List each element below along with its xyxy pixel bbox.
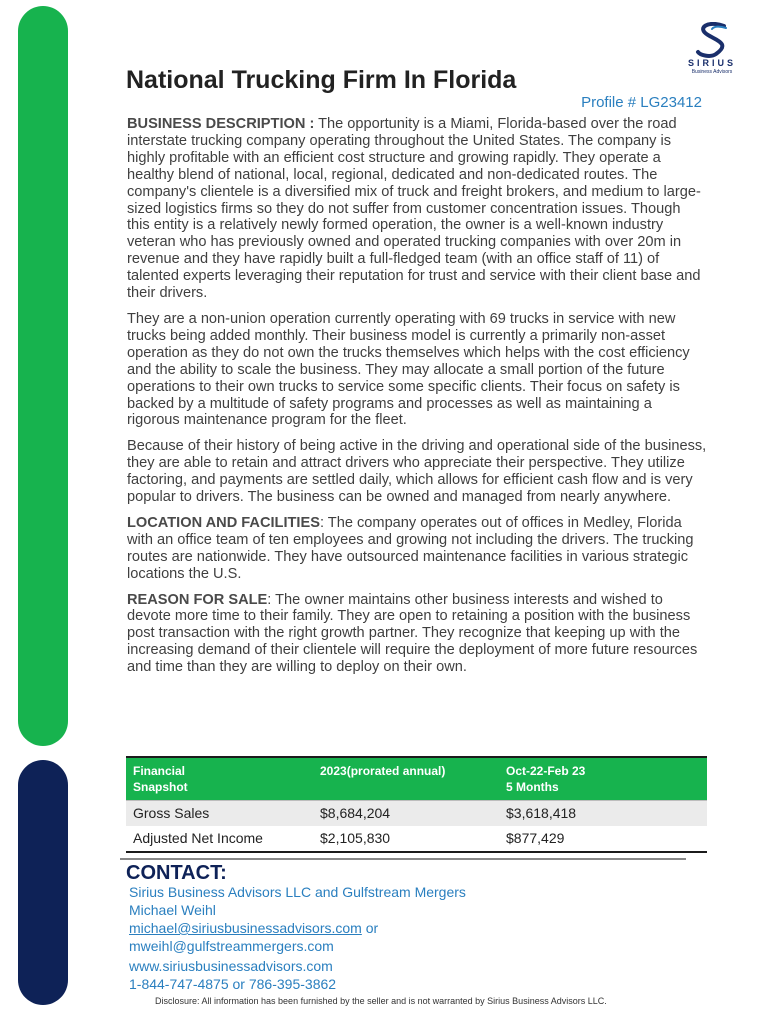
- email-link-sirius[interactable]: michael@siriusbusinessadvisors.com: [129, 920, 362, 936]
- header-2023: 2023(prorated annual): [313, 757, 499, 801]
- or-text: or: [361, 920, 379, 936]
- header-oct-feb: Oct-22-Feb 23 5 Months: [499, 757, 707, 801]
- cell-value: $8,684,204: [313, 801, 499, 827]
- location-label: LOCATION AND FACILITIES: [127, 514, 320, 531]
- contact-heading: CONTACT:: [126, 862, 227, 884]
- cell-value: $877,429: [499, 826, 707, 852]
- location-paragraph: [127, 515, 707, 583]
- operations-paragraph: They are a non-union operation currently operating with 69 trucks in service with new trucks being added monthly. Their business model is currently a primarily non-asset operation as they do not own the trucks themselves which helps with the cost efficiency and the ability to scale the business. They may allocate a small portion of the future operations to their own trucks to service some specific clients. Their focus on safety is backed by a multitude of safety programs and processes as well as maintaining a rigorous maintenance program for the fleet.: [127, 310, 690, 429]
- website-link[interactable]: www.siriusbusinessadvisors.com: [129, 958, 333, 974]
- business-description-label: BUSINESS DESCRIPTION :: [127, 116, 315, 132]
- row-label: Gross Sales: [126, 801, 313, 827]
- contact-email-line: [129, 919, 689, 937]
- profile-number: Profile # LG23412: [581, 94, 702, 111]
- business-description-text: The opportunity is a Miami, Florida-based over the road interstate trucking company operating throughout the United States. The company is highly profitable with an efficient cost structure and growing rapidly. They operate a healthy blend of national, local, regional, dedicated and non-dedicated routes. The company's clientele is a diversified mix of truck and freight brokers, and medium to large-sized logistics firms so they do not suffer from customer concentration issues. Though this entity is a relatively newly formed operation, the owner is a well-known industry veteran who has previously owned and operated trucking companies with over 20m in revenue and they have rapidly built a full-fledged team (with an office staff of 11) of talented experts leveraging their reputation for trust and service with their client base and their drivers.: [127, 116, 701, 302]
- business-description-paragraph: [127, 116, 707, 302]
- table-header-row: [126, 757, 707, 801]
- contact-divider: [120, 858, 686, 860]
- table-row: [126, 801, 707, 827]
- contact-phones: 1-844-747-4875 or 786-395-3862: [129, 976, 337, 992]
- reason-paragraph: [127, 592, 707, 677]
- page-title: National Trucking Firm In Florida: [126, 66, 517, 94]
- disclosure: Disclosure: All information has been furnished by the seller and is not warranted by Sirius Business Advisors LLC.: [155, 996, 607, 1006]
- drivers-paragraph: Because of their history of being active in the driving and operational side of the business, they are able to retain and attract drivers who appreciate their perspective. They utilize factoring, and payments are settled daily, which allows for efficient cash flow and is very popular to drivers. The business can be owned and managed from nearly anywhere.: [127, 438, 707, 506]
- table-row: [126, 826, 707, 852]
- description-body: [127, 116, 707, 685]
- cell-value: $3,618,418: [499, 801, 707, 827]
- reason-label: REASON FOR SALE: [127, 591, 268, 608]
- financial-snapshot-table: [126, 756, 707, 853]
- cell-value: $2,105,830: [313, 826, 499, 852]
- sirius-logo: [672, 22, 752, 78]
- contact-block: [129, 883, 689, 993]
- navy-side-bar: [18, 760, 68, 1005]
- logo-name: SIRIUS: [687, 58, 736, 68]
- sirius-swoosh-icon: [672, 22, 752, 58]
- location-text: : The company operates out of offices in Medley, Florida with an office team of ten employees and growing not including the drivers. The trucking routes are nationwide. They have outsourced maintenance facilities in various strategic locations the U.S.: [127, 514, 694, 582]
- contact-person: Michael Weihl: [129, 902, 216, 918]
- reason-text: : The owner maintains other business interests and wished to devote more time to their family. They are open to retaining a position with the business post transaction with the right growth partner. They recognize that keeping up with the increasing demand of their clientele will require the deployment of more future resources and time than they are willing to deploy on their own.: [127, 591, 698, 676]
- row-label: Adjusted Net Income: [126, 826, 313, 852]
- email-link-gulfstream[interactable]: mweihl@gulfstreammergers.com: [129, 938, 334, 954]
- header-financial-snapshot: Financial Snapshot: [126, 757, 313, 801]
- logo-tagline: Business Advisors: [691, 69, 733, 75]
- contact-company: Sirius Business Advisors LLC and Gulfstream Mergers: [129, 884, 466, 900]
- green-side-bar: [18, 6, 68, 746]
